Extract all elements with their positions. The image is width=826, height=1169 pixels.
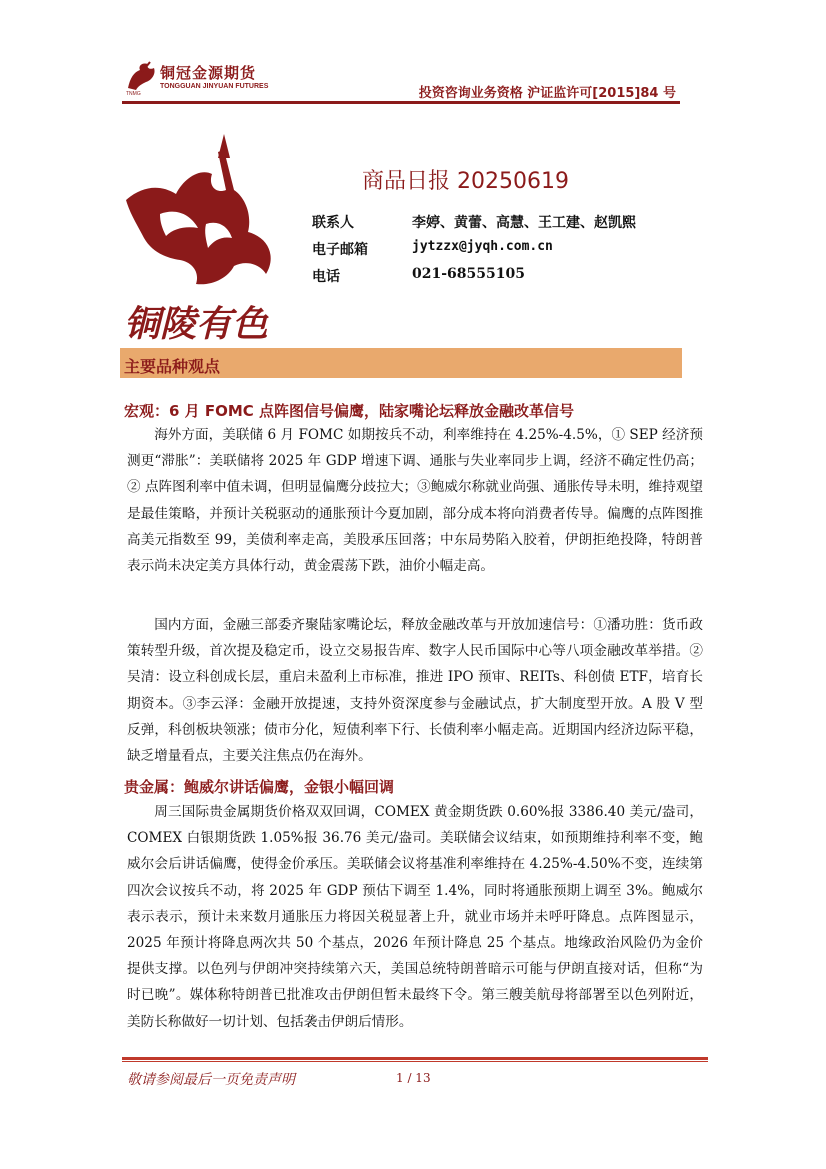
license-text: 投资咨询业务资格 沪证监许可[2015]84 号 bbox=[418, 86, 676, 101]
email-value[interactable]: jytzzx@jyqh.com.cn bbox=[412, 239, 553, 254]
phone-label: 电话 bbox=[312, 269, 340, 285]
company-name-en: TONGGUAN JINYUAN FUTURES bbox=[160, 83, 269, 90]
precious-metals-paragraph: 周三国际贵金属期货价格双双回调，COMEX 黄金期货跌 0.60%报 3386.40 美元/盎司，COMEX 白银期货跌 1.05%报 36.76 美元/盎司。美联储会议结束，如预期维持利率不变，鲍威尔会后讲话偏鹰，使得金价承压。美联储会议将基准利率维持在 4.25%-4.50%不变，连续第四次会议按兵不动，将 2025 年 GDP 预估下调至 1.4%，同时将通胀预期上调至 3%。鲍威尔表示表示，预计未来数月通胀压力将因关税显著上升，就业市场并未呼吁降息。点阵图显示，2025 年预计将降息两次共 50 个基点，2026 年预计降息 25 个基点。地缘政治风险仍为金价提供支撑。以色列与伊朗冲突持续第六天，美国总统特朗普暗示可能与伊朗直接对话，但称“为时已晚”。媒体称特朗普已批准攻击伊朗但暂未最终下令。第三艘美航母将部署至以色列附近，美防长称做好一切计划、包括袭击伊朗后情形。 bbox=[127, 804, 703, 1030]
company-name-cn: 铜冠金源期货 bbox=[160, 64, 257, 82]
company-abbr: TNMG bbox=[126, 91, 141, 97]
section-title: 主要品种观点 bbox=[124, 357, 221, 376]
disclaimer-text: 敬请参阅最后一页免责声明 bbox=[127, 1072, 295, 1088]
company-logo-icon bbox=[124, 60, 160, 92]
footer-divider-thin bbox=[122, 1061, 708, 1062]
footer-divider-thick bbox=[122, 1057, 708, 1060]
copper-horse-emblem-icon bbox=[120, 128, 280, 353]
report-title: 商品日报 20250619 bbox=[362, 169, 569, 194]
phone-value: 021-68555105 bbox=[412, 266, 525, 282]
email-label: 电子邮箱 bbox=[312, 242, 368, 258]
macro-paragraph-domestic: 国内方面，金融三部委齐聚陆家嘴论坛，释放金融改革与开放加速信号：①潘功胜：货币政策转型升级，首次提及稳定币，设立交易报告库、数字人民币国际中心等八项金融改革举措。②吴清：设立科创成长层，重启未盈利上市标准，推进 IPO 预审、REITs、科创债 ETF，培育长期资本。③李云泽：金融开放提速，支持外资深度参与金融试点，扩大制度型开放。A 股 V 型反弹，科创板块领涨；债市分化，短债利率下行、长债利率小幅走高。近期国内经济边际平稳，缺乏增量看点，主要关注焦点仍在海外。 bbox=[127, 617, 703, 765]
header-divider bbox=[122, 101, 680, 104]
page-number: 1 / 13 bbox=[396, 1071, 431, 1085]
precious-metals-heading: 贵金属：鲍威尔讲话偏鹰，金银小幅回调 bbox=[124, 778, 395, 796]
macro-paragraph-overseas: 海外方面，美联储 6 月 FOMC 如期按兵不动，利率维持在 4.25%-4.5%，① SEP 经济预测更“滞胀”：美联储将 2025 年 GDP 增速下调、通胀与失业率同步上调，经济不确定性仍高；② 点阵图利率中值未调，但明显偏鹰分歧拉大；③鲍威尔称就业尚强、通胀传导未明，维持观望是最佳策略，并预计关税驱动的通胀预计今夏加剧，部分成本将向消费者传导。偏鹰的点阵图推高美元指数至 99，美债利率走高，美股承压回落；中东局势陷入胶着，伊朗拒绝投降，特朗普表示尚未决定美方具体行动，黄金震荡下跌，油价小幅走高。 bbox=[127, 427, 703, 575]
contact-person-value: 李婷、黄蕾、高慧、王工建、赵凯熙 bbox=[412, 215, 636, 231]
macro-heading: 宏观：6 月 FOMC 点阵图信号偏鹰，陆家嘴论坛释放金融改革信号 bbox=[124, 402, 575, 420]
contact-person-label: 联系人 bbox=[312, 215, 354, 231]
emblem-calligraphy: 铜陵有色 bbox=[124, 303, 269, 345]
